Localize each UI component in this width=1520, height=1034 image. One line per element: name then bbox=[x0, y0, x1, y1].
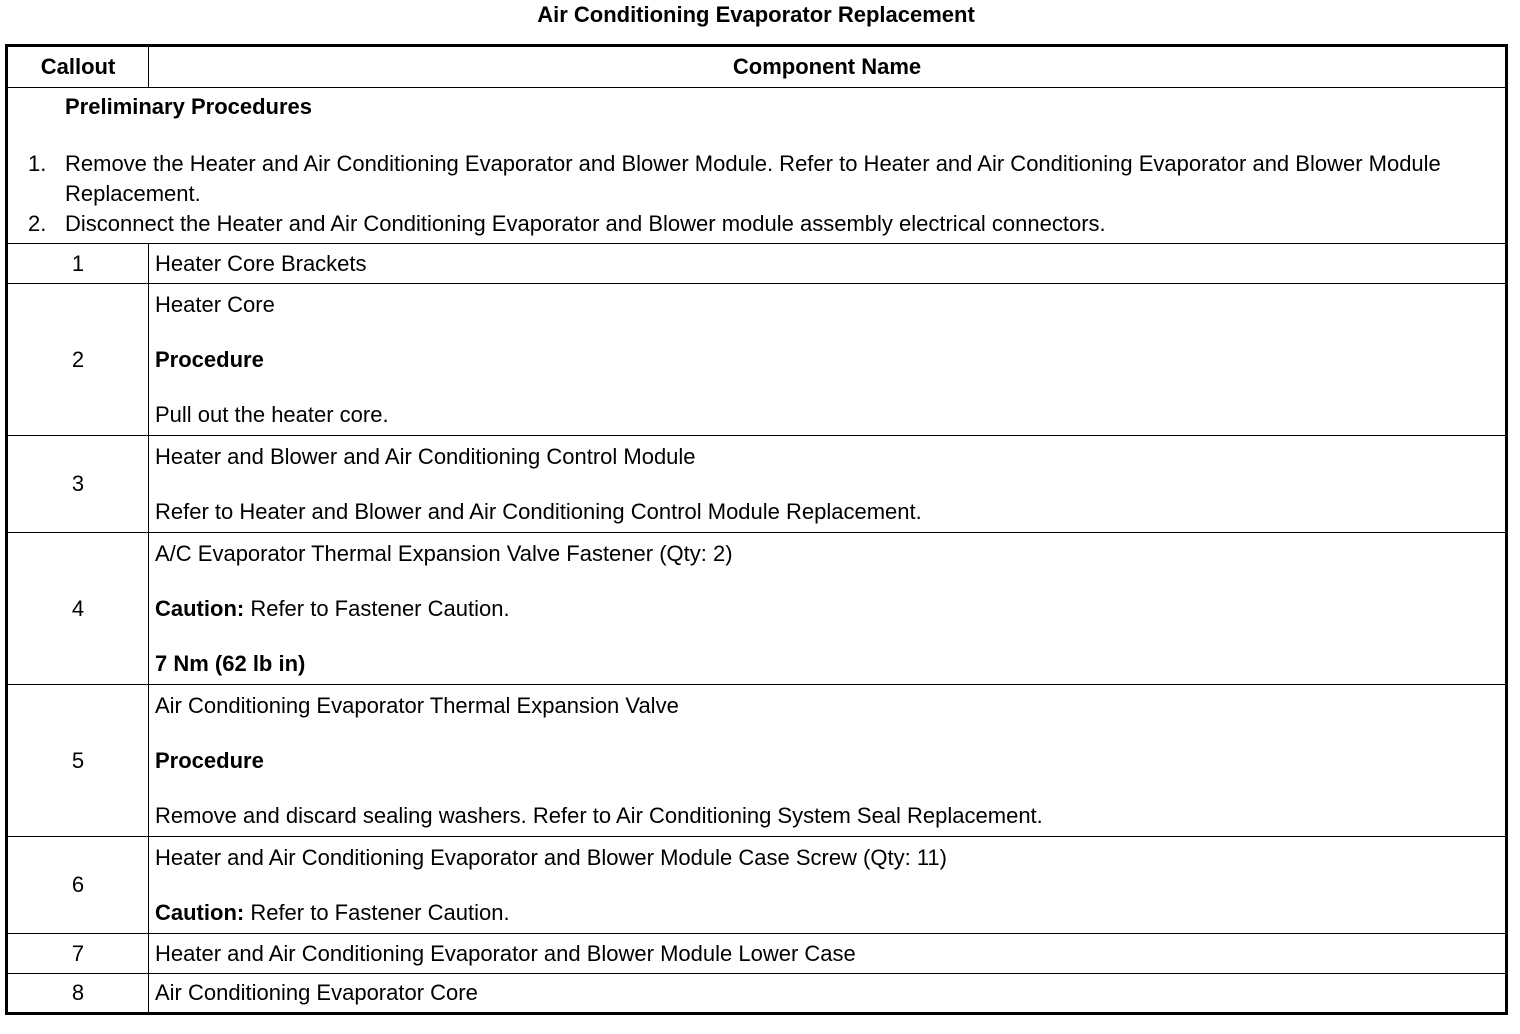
preliminary-cell bbox=[7, 88, 1507, 244]
page-title: Air Conditioning Evaporator Replacement bbox=[537, 2, 975, 27]
table-row bbox=[7, 685, 1507, 837]
callout-cell: 7 bbox=[7, 934, 149, 974]
component-name: Heater and Blower and Air Conditioning Control Module bbox=[155, 444, 696, 469]
table-row bbox=[7, 244, 1507, 284]
table-row bbox=[7, 974, 1507, 1014]
component-name: Heater Core Brackets bbox=[149, 244, 1507, 284]
header-callout: Callout bbox=[7, 46, 149, 88]
procedure-label: Procedure bbox=[155, 347, 264, 372]
step-text: Remove the Heater and Air Conditioning Evaporator and Blower Module. Refer to Heater and Air Conditioning Evaporator and Blower Module Replacement. bbox=[65, 151, 1441, 206]
step-number: 2. bbox=[28, 211, 47, 236]
torque-spec: 7 Nm (62 lb in) bbox=[155, 651, 306, 676]
reference-note: Refer to Heater and Blower and Air Conditioning Control Module Replacement. bbox=[155, 499, 922, 524]
table-row bbox=[7, 837, 1507, 934]
component-name: Heater Core bbox=[155, 292, 275, 317]
table-row bbox=[7, 533, 1507, 685]
step-text: Disconnect the Heater and Air Conditioning Evaporator and Blower module assembly electrical connectors. bbox=[65, 211, 1106, 236]
preliminary-step bbox=[28, 149, 1505, 209]
caution-text: Refer to Fastener Caution. bbox=[244, 596, 510, 621]
callout-cell: 3 bbox=[7, 436, 149, 533]
component-cell bbox=[149, 533, 1507, 685]
callout-cell: 2 bbox=[7, 284, 149, 436]
callout-cell: 4 bbox=[7, 533, 149, 685]
preliminary-step bbox=[28, 209, 1505, 239]
component-name: A/C Evaporator Thermal Expansion Valve Fastener (Qty: 2) bbox=[155, 541, 733, 566]
table-row bbox=[7, 284, 1507, 436]
component-cell bbox=[149, 284, 1507, 436]
callout-cell: 8 bbox=[7, 974, 149, 1014]
caution-label: Caution: bbox=[155, 596, 245, 621]
component-cell bbox=[149, 685, 1507, 837]
table-row bbox=[7, 436, 1507, 533]
callout-cell: 5 bbox=[7, 685, 149, 837]
caution-line bbox=[155, 596, 1505, 622]
procedure-text: Remove and discard sealing washers. Refer to Air Conditioning System Seal Replacement. bbox=[155, 803, 1043, 828]
callout-cell: 6 bbox=[7, 837, 149, 934]
procedure-text: Pull out the heater core. bbox=[155, 402, 389, 427]
component-cell bbox=[149, 837, 1507, 934]
caution-label: Caution: bbox=[155, 900, 245, 925]
table-row bbox=[7, 934, 1507, 974]
component-name: Heater and Air Conditioning Evaporator and Blower Module Case Screw (Qty: 11) bbox=[155, 845, 947, 870]
procedure-label: Procedure bbox=[155, 748, 264, 773]
component-cell bbox=[149, 436, 1507, 533]
component-name: Heater and Air Conditioning Evaporator and Blower Module Lower Case bbox=[149, 934, 1507, 974]
caution-line bbox=[155, 900, 1505, 926]
step-number: 1. bbox=[28, 151, 47, 176]
table-header-row bbox=[7, 46, 1507, 88]
caution-text: Refer to Fastener Caution. bbox=[244, 900, 510, 925]
callout-cell: 1 bbox=[7, 244, 149, 284]
preliminary-row bbox=[7, 88, 1507, 244]
component-name: Air Conditioning Evaporator Core bbox=[149, 974, 1507, 1014]
preliminary-heading: Preliminary Procedures bbox=[65, 94, 313, 119]
component-table bbox=[5, 44, 1508, 1015]
component-name: Air Conditioning Evaporator Thermal Expansion Valve bbox=[155, 693, 679, 718]
header-component-name: Component Name bbox=[149, 46, 1507, 88]
